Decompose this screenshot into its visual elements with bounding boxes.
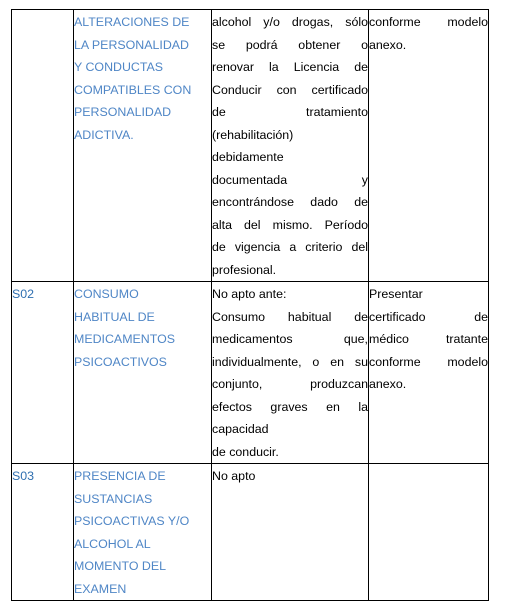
text-line: MEDICAMENTOS (74, 332, 175, 346)
text-line: LA PERSONALIDAD (74, 37, 190, 52)
text-line: alcohol y/o drogas, sólo (212, 15, 368, 29)
row-code (12, 10, 74, 282)
text-line: SUSTANCIAS (74, 491, 153, 506)
text-line: individualmente, o en su (212, 354, 368, 369)
text-line: anexo. (369, 377, 407, 391)
text-line: No apto ante: (212, 287, 287, 301)
text-line: Y CONDUCTAS (74, 60, 164, 74)
text-line: CONSUMO (74, 287, 139, 301)
text-line: ALCOHOL AL (74, 536, 151, 551)
text-line: (rehabilitación) (212, 127, 294, 142)
requirement-cell (212, 10, 369, 282)
text-line: conforme modelo (369, 15, 488, 29)
text-line: de tratamiento (212, 105, 368, 119)
text-line: COMPATIBLES CON (74, 82, 192, 97)
text-line: No apto (212, 469, 256, 483)
text-line: MOMENTO DEL (74, 559, 167, 573)
text-line: de conducir. (212, 444, 279, 459)
text-line: PERSONALIDAD (74, 105, 172, 119)
condition-cell (74, 10, 212, 282)
document-cell (369, 10, 489, 282)
text-line: debidamente (212, 150, 284, 164)
text-line: conjunto, produzcan (212, 377, 368, 391)
text-line: ALTERACIONES DE (74, 15, 190, 29)
text-line: se podrá obtener o (212, 37, 368, 52)
table-row (12, 10, 489, 282)
requirement-cell (212, 464, 369, 601)
text-line: certificado de (369, 309, 488, 324)
text-line: encontrándose dado de (212, 195, 368, 209)
text-line: capacidad (212, 422, 269, 436)
text-line: Presentar (369, 287, 423, 301)
row-code: S03 (12, 464, 74, 601)
document-cell (369, 282, 489, 464)
requirement-cell (212, 282, 369, 464)
text-line: PRESENCIA DE (74, 469, 166, 483)
text-line: EXAMEN (74, 581, 127, 596)
text-line: HABITUAL DE (74, 309, 155, 324)
document-cell (369, 464, 489, 601)
table-row (12, 282, 489, 464)
text-line: anexo. (369, 37, 407, 52)
text-line: alta del mismo. Período (212, 217, 368, 232)
condition-cell (74, 282, 212, 464)
text-line: PSICOACTIVAS Y/O (74, 514, 190, 528)
text-line: Consumo habitual de (212, 309, 368, 324)
requirements-table (11, 9, 489, 601)
text-line: efectos graves en la (212, 399, 368, 414)
row-code: S02 (12, 282, 74, 464)
text-line: documentada y (212, 172, 368, 187)
text-line: ADICTIVA. (74, 127, 134, 142)
condition-cell (74, 464, 212, 601)
text-line: renovar la Licencia de (212, 60, 368, 74)
text-line: medicamentos que, (212, 332, 368, 346)
text-line: de vigencia a criterio del (212, 240, 368, 254)
text-line: Conducir con certificado (212, 82, 368, 97)
text-line: PSICOACTIVOS (74, 354, 167, 369)
table-row (12, 464, 489, 601)
text-line: profesional. (212, 262, 277, 277)
text-line: médico tratante (369, 332, 488, 346)
text-line: conforme modelo (369, 354, 488, 369)
